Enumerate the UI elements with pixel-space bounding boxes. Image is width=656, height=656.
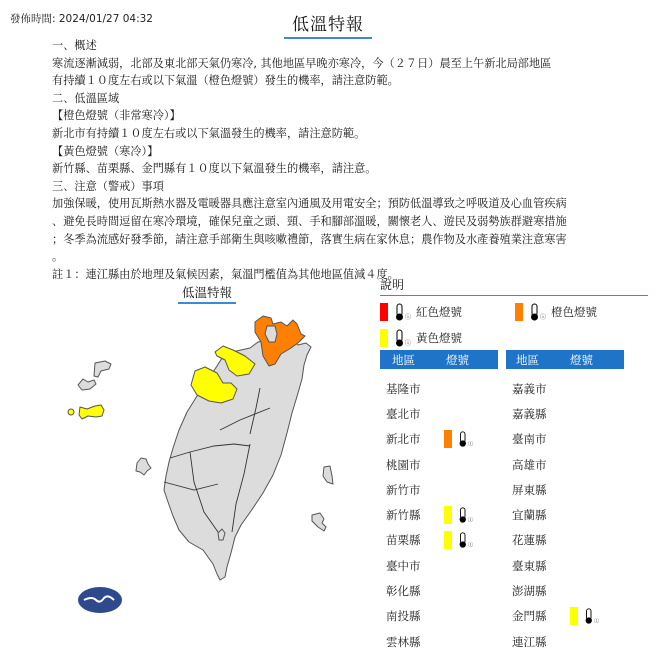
red-swatch — [380, 303, 388, 321]
overview-text: 有持續１０度左右或以下氣溫（橙色燈號）發生的機率，請注意防範。 — [52, 74, 399, 88]
thermometer-icon — [456, 429, 474, 449]
orchid-island — [312, 513, 326, 531]
bulletin-body — [52, 37, 612, 283]
table-row — [512, 629, 600, 654]
table-row — [512, 376, 600, 401]
matsu-island — [94, 361, 111, 377]
region-name: 雲林縣 — [386, 634, 421, 649]
precautions-text: 、避免長時間逗留在寒冷環境，確保兒童之頭、頸、手和腳部溫暖，關懷老人、遊民及弱勢族群避寒措施 — [52, 214, 567, 228]
penghu-island — [136, 458, 151, 475]
region-list-right — [512, 376, 600, 654]
legend-title: 說明 — [380, 276, 648, 296]
svg-text:ⓘ: ⓘ — [405, 314, 412, 321]
taiwan-map — [60, 300, 360, 656]
region-name: 彰化縣 — [386, 584, 421, 599]
svg-text:ⓘ: ⓘ — [593, 618, 600, 625]
table-row — [512, 427, 600, 452]
table-row — [386, 427, 474, 452]
svg-text:ⓘ: ⓘ — [540, 314, 547, 321]
region-name: 南投縣 — [386, 609, 421, 624]
table-row — [386, 629, 474, 654]
region-name: 澎湖縣 — [512, 584, 547, 599]
kinmen-island — [79, 405, 104, 419]
region-name: 新北市 — [386, 432, 421, 447]
legend-item-yellow: ⓘ 黃色燈號 — [380, 328, 516, 348]
region-name: 花蓮縣 — [512, 533, 547, 548]
thermometer-icon — [392, 328, 412, 348]
region-name: 嘉義縣 — [512, 406, 547, 421]
signal-yellow — [444, 530, 474, 550]
precautions-text: ；冬季為流感好發季節，請注意手部衛生與咳嗽禮節，落實生病在家休息；農作物及水產養殖業注意寒害 — [52, 232, 567, 246]
region-list-left — [386, 376, 474, 654]
table-row — [512, 502, 600, 527]
table-row — [512, 604, 600, 629]
region-name: 臺北市 — [386, 406, 421, 421]
region-name: 連江縣 — [512, 634, 547, 649]
table-row — [386, 604, 474, 629]
region-name: 新竹縣 — [386, 508, 421, 523]
signal-yellow — [444, 505, 474, 525]
table-row — [386, 578, 474, 603]
table-row — [386, 452, 474, 477]
section-heading-precautions: 三、注意（警戒）事項 — [52, 179, 164, 193]
svg-text:ⓘ: ⓘ — [467, 517, 474, 524]
orange-swatch — [515, 303, 523, 321]
column-region: 地區 — [516, 352, 539, 367]
region-name: 基隆市 — [386, 381, 421, 396]
signal-yellow — [570, 606, 600, 626]
table-row — [386, 477, 474, 502]
svg-text:ⓘ: ⓘ — [467, 441, 474, 448]
overview-text: 寒流逐漸減弱，北部及東北部天氣仍寒冷, 其他地區早晚亦寒冷，今（２７日）晨至上午新北局部地區 — [52, 56, 552, 70]
region-name: 新竹市 — [386, 482, 421, 497]
table-row — [386, 528, 474, 553]
green-island — [323, 466, 333, 484]
table-header-right — [506, 350, 624, 369]
precautions-text: 。 — [52, 250, 64, 264]
region-name: 臺中市 — [386, 558, 421, 573]
yellow-swatch — [380, 329, 388, 347]
legend-item-orange: ⓘ 橙色燈號 — [515, 302, 650, 322]
column-signal: 燈號 — [446, 352, 469, 367]
column-region: 地區 — [392, 352, 415, 367]
region-name: 屏東縣 — [512, 482, 547, 497]
kinmen-islet — [68, 409, 74, 415]
region-name: 苗栗縣 — [386, 533, 421, 548]
section-heading-overview: 一、概述 — [52, 39, 97, 52]
table-row — [512, 452, 600, 477]
table-header-left — [380, 350, 498, 369]
footnote: 註１：連江縣由於地理及氣候因素，氣溫門檻值為其他地區值減４度。 — [52, 267, 399, 281]
region-name: 臺東縣 — [512, 558, 547, 573]
region-name: 嘉義市 — [512, 381, 547, 396]
orange-signal-text: 新北市有持續１０度左右或以下氣溫發生的機率，請注意防範。 — [52, 126, 366, 140]
signal-orange — [444, 429, 474, 449]
precautions-text: 加強保暖，使用瓦斯熱水器及電暖器具應注意室內通風及用電安全；預防低溫導致之呼吸道及心血管疾病 — [52, 197, 567, 211]
svg-text:ⓘ: ⓘ — [405, 340, 412, 347]
issue-time: 發佈時間: 2024/01/27 04:32 — [10, 13, 153, 25]
thermometer-icon — [392, 302, 412, 322]
region-name: 宜蘭縣 — [512, 508, 547, 523]
table-row — [386, 502, 474, 527]
table-row — [386, 401, 474, 426]
yellow-signal-text: 新竹縣、苗栗縣、金門縣有１０度以下氣溫發生的機率，請注意。 — [52, 162, 377, 176]
orange-signal-heading: 【橙色燈號（非常寒冷）】 — [52, 109, 181, 123]
yellow-signal-heading: 【黃色燈號（寒冷）】 — [52, 144, 159, 158]
thermometer-icon — [456, 505, 474, 525]
thermometer-icon — [582, 606, 600, 626]
legend — [380, 276, 650, 351]
table-row — [512, 578, 600, 603]
table-row — [386, 376, 474, 401]
column-signal: 燈號 — [570, 352, 593, 367]
legend-item-red: ⓘ 紅色燈號 — [380, 302, 515, 322]
region-name: 臺南市 — [512, 432, 547, 447]
thermometer-icon — [456, 530, 474, 550]
region-name: 高雄市 — [512, 457, 547, 472]
table-row — [512, 477, 600, 502]
section-heading-areas: 二、低溫區域 — [52, 91, 120, 105]
table-row — [512, 528, 600, 553]
matsu-island — [78, 379, 96, 390]
table-row — [386, 553, 474, 578]
page-title: 低溫特報 — [0, 10, 656, 39]
map-title: 低溫特報 — [178, 283, 236, 304]
region-name: 桃園市 — [386, 457, 421, 472]
region-name: 金門縣 — [512, 609, 547, 624]
thermometer-icon — [527, 302, 547, 322]
table-row — [512, 401, 600, 426]
svg-text:ⓘ: ⓘ — [467, 542, 474, 549]
table-row — [512, 553, 600, 578]
